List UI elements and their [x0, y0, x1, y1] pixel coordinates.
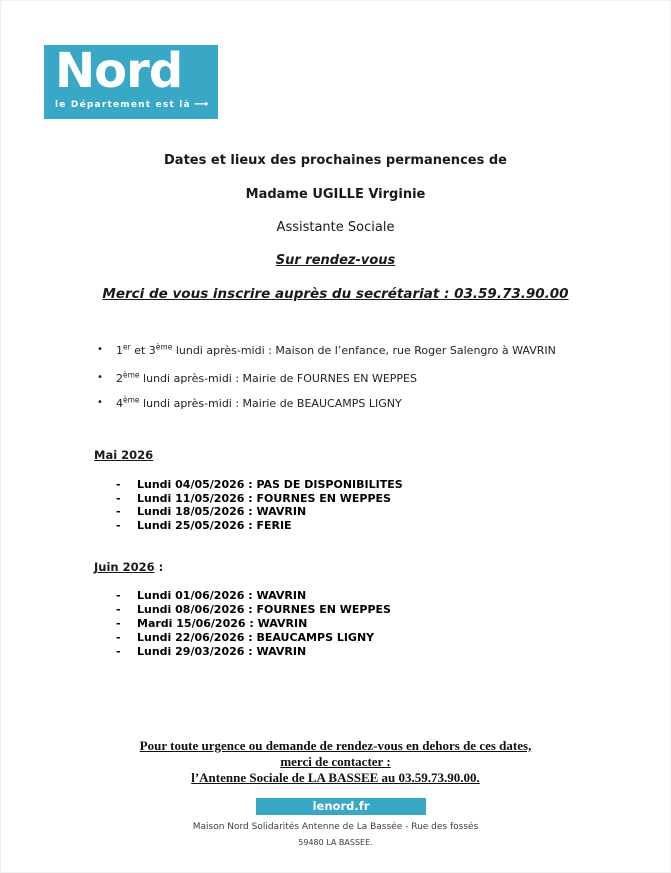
dash-marker: - [116, 631, 121, 644]
urgent-note [1, 738, 670, 785]
list-item [97, 372, 417, 385]
address-line2: 59480 LA BASSEE. [298, 838, 373, 847]
dash-marker: - [116, 491, 121, 505]
nord-logo-tagline-text: le Département est là [55, 100, 191, 110]
person-role: Assistante Sociale [276, 220, 395, 235]
schedule-row [116, 645, 391, 659]
right-arrow-icon: ⟶ [193, 99, 209, 110]
list-item [97, 397, 402, 410]
dash-marker: - [116, 478, 121, 491]
dash-marker: - [116, 645, 121, 658]
schedule-row-text: Lundi 11/05/2026 : FOURNES EN WEPPES [137, 491, 391, 505]
schedule-row [116, 589, 391, 603]
schedule-row-text: Lundi 04/05/2026 : PAS DE DISPONIBILITES [137, 478, 403, 491]
registration-note [1, 286, 670, 302]
schedule-row-text: Lundi 25/05/2026 : FERIE [137, 518, 292, 532]
schedule-row [116, 519, 403, 533]
schedule-row [116, 478, 403, 492]
address-line1: Maison Nord Solidarités Antenne de La Bassée - Rue des fossés [192, 822, 479, 832]
registration-note-text: Merci de vous inscrire auprès du secrétariat : 03.59.73.90.00 [102, 286, 569, 302]
dash-marker: - [116, 589, 121, 602]
schedule-row-text: Lundi 08/06/2026 : FOURNES EN WEPPES [137, 603, 391, 616]
appointment-note [1, 253, 670, 268]
list-item-text: 4ème lundi après-midi : Mairie de BEAUCAMPS LIGNY [116, 395, 402, 410]
dash-marker: - [116, 505, 121, 518]
list-item [97, 344, 556, 357]
schedule-row-text: Lundi 18/05/2026 : WAVRIN [137, 505, 307, 518]
urgent-note-line2: merci de contacter : [280, 753, 391, 769]
doc-title: Dates et lieux des prochaines permanences de [164, 153, 507, 168]
section-title-juin-2026: Juin 2026 : [94, 560, 164, 574]
schedule-row [116, 505, 403, 519]
dash-marker: - [116, 617, 121, 630]
bullet-icon: • [97, 372, 103, 383]
schedule-row [116, 492, 403, 506]
schedule-row-text: Lundi 29/03/2026 : WAVRIN [137, 645, 307, 658]
list-item-text: 1er et 3ème lundi après-midi : Maison de l’enfance, rue Roger Salengro à WAVRIN [116, 342, 556, 357]
appointment-note-text: Sur rendez-vous [275, 253, 396, 268]
month-label: Juin 2026 [94, 560, 155, 574]
section-title-mai-2026 [94, 448, 153, 462]
website-label: lenord.fr [312, 799, 370, 813]
dash-marker: - [116, 518, 121, 532]
nord-logo-wordmark: Nord [55, 43, 183, 99]
schedule-row [116, 631, 391, 645]
schedule-row [116, 603, 391, 617]
lenord-website-banner [256, 798, 426, 815]
nord-logo [44, 45, 218, 119]
nord-logo-tagline [55, 99, 208, 110]
schedule-row-text: Lundi 01/06/2026 : WAVRIN [137, 589, 307, 602]
bullet-icon: • [97, 344, 103, 355]
schedule-row-text: Mardi 15/06/2026 : WAVRIN [137, 617, 308, 630]
month-label: Mai 2026 [94, 448, 154, 462]
bullet-icon: • [97, 397, 103, 408]
urgent-note-line1: Pour toute urgence ou demande de rendez-vous en dehors de ces dates, [139, 738, 532, 753]
urgent-note-line3: l’Antenne Sociale de LA BASSEE au 03.59.73.90.00. [191, 769, 480, 785]
list-item-text: 2ème lundi après-midi : Mairie de FOURNES EN WEPPES [116, 370, 417, 385]
schedule-list-mai [116, 478, 403, 532]
schedule-row-text: Lundi 22/06/2026 : BEAUCAMPS LIGNY [137, 631, 375, 644]
dash-marker: - [116, 603, 121, 616]
schedule-list-juin [116, 589, 391, 659]
schedule-row [116, 617, 391, 631]
person-name: Madame UGILLE Virginie [245, 187, 426, 202]
